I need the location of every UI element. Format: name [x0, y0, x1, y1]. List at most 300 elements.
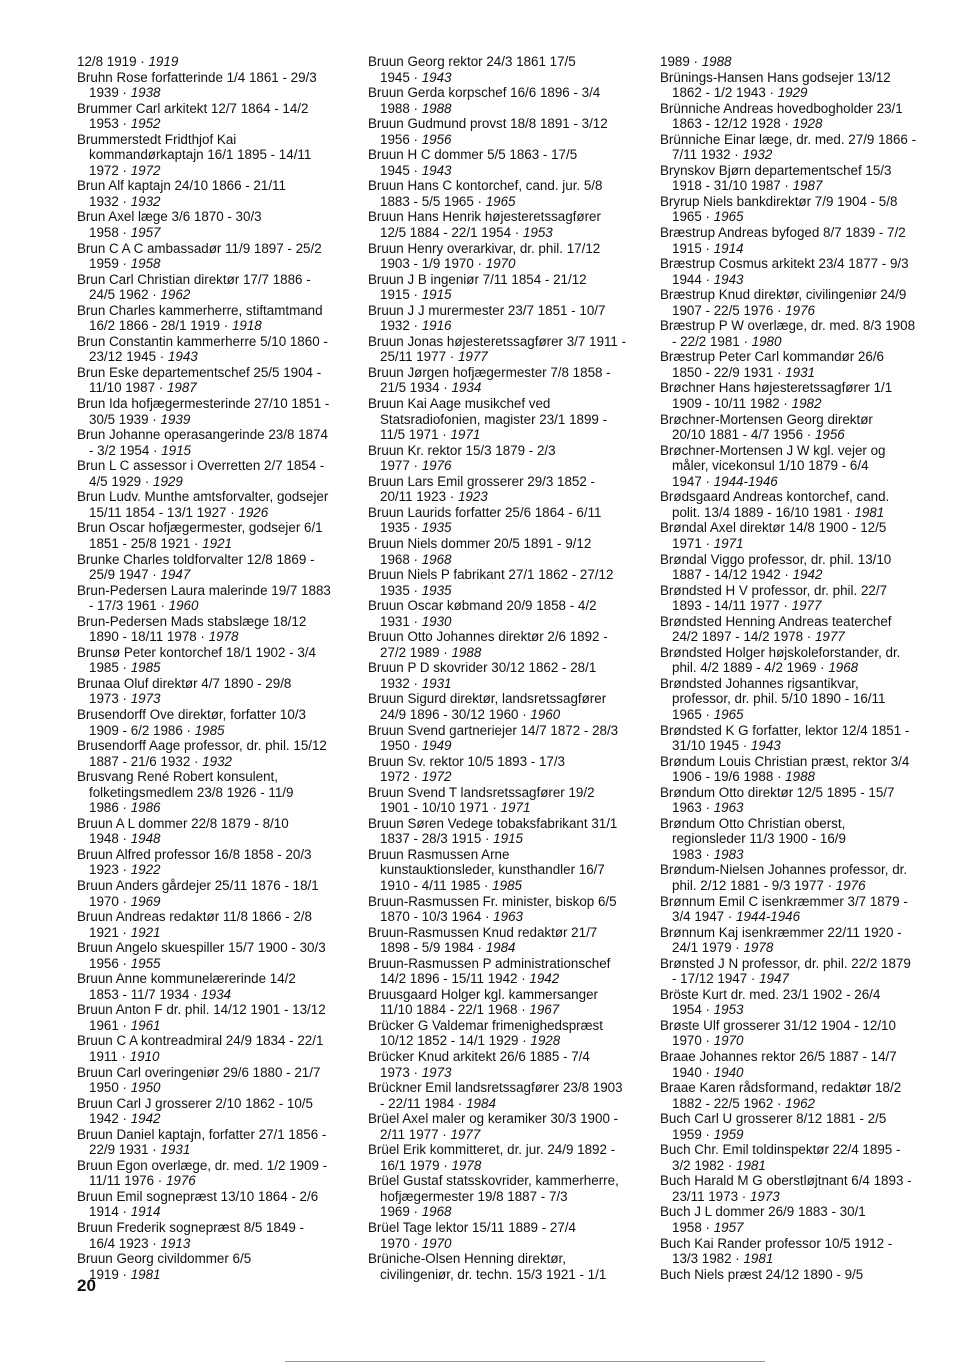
entry-line: Bruun Carl J grosserer 2/10 1862 - 10/5 — [77, 1095, 313, 1111]
entry-line: Brønnum Kaj isenkræmmer 22/11 1920 - — [660, 924, 902, 940]
entry-line: Bruun Henry overarkivar, dr. phil. 17/12 — [368, 240, 601, 256]
entry-continuation-line: 1883 - 5/5 1965 · 1965 — [380, 193, 516, 209]
entry-continuation-line: 1921 · 1921 — [89, 924, 161, 940]
entry-line: Brun Oscar hofjægermester, godsejer 6/1 — [77, 520, 323, 536]
record-year: 1921 — [130, 924, 161, 940]
entry-continuation-line: 27/2 1989 · 1988 — [380, 644, 482, 660]
register-entry — [368, 147, 638, 178]
entry-continuation-line: kunstauktionsleder, kunsthandler 16/7 — [380, 862, 605, 878]
entry-continuation-line: 1853 - 11/7 1934 · 1934 — [89, 986, 231, 1002]
page-number: 20 — [77, 1276, 96, 1295]
register-entry — [77, 1127, 345, 1158]
entry-line: Brüel Gustaf statsskovrider, kammerherre, — [368, 1173, 619, 1189]
register-entry — [660, 1267, 932, 1283]
register-entry — [368, 598, 638, 629]
register-entry — [77, 1220, 345, 1251]
entry-continuation-line: 24/1 1979 · 1978 — [672, 940, 774, 956]
record-year: 1928 — [792, 116, 823, 132]
entry-line: Brøchner-Mortensen J W kgl. vejer og — [660, 442, 886, 458]
record-year: 1923 — [457, 489, 488, 505]
record-year: 1982 — [791, 396, 822, 412]
entry-continuation-line: 1935 · 1935 — [380, 582, 452, 598]
register-entry — [77, 1189, 345, 1220]
entry-line: Bruun Gerda korpschef 16/6 1896 - 3/4 — [368, 85, 601, 101]
record-year: 1940 — [713, 1064, 744, 1080]
entry-continuation-line: phil. 4/2 1889 - 4/2 1969 · 1968 — [672, 660, 859, 676]
entry-continuation-line: 1940 · 1940 — [672, 1064, 744, 1080]
register-entry — [660, 676, 932, 723]
record-year: 1965 — [713, 706, 744, 722]
register-column-1 — [77, 54, 345, 1282]
entry-continuation-line: 1901 - 10/10 1971 · 1971 — [380, 800, 531, 816]
entry-line: Brun Carl Christian direktør 17/7 1886 - — [77, 271, 311, 287]
entry-continuation-line: 1945 · 1943 — [380, 162, 452, 178]
entry-line: Brunaa Oluf direktør 4/7 1890 - 29/8 — [77, 675, 292, 691]
entry-line: Bruun Alfred professor 16/8 1858 - 20/3 — [77, 846, 312, 862]
entry-line: Brøste Ulf grosserer 31/12 1904 - 12/10 — [660, 1017, 896, 1033]
entry-line: Bruun Georg rektor 24/3 1861 17/5 — [368, 54, 576, 69]
entry-continuation-line: 1870 - 10/3 1964 · 1963 — [380, 909, 523, 925]
entry-continuation-line: 1850 - 22/9 1931 · 1931 — [672, 364, 815, 380]
register-entry — [77, 769, 345, 816]
register-entry — [660, 443, 932, 490]
register-entry — [660, 614, 932, 645]
record-year: 1968 — [421, 1204, 452, 1220]
register-entry — [368, 1049, 638, 1080]
entry-line: 1989 · 1988 — [660, 54, 732, 69]
entry-continuation-line: 3/2 1982 · 1981 — [672, 1157, 766, 1173]
entry-line: Bruun Anne kommunelærerinde 14/2 — [77, 971, 296, 987]
entry-continuation-line: 1907 - 22/5 1976 · 1976 — [672, 302, 815, 318]
entry-continuation-line: 1914 · 1914 — [89, 1204, 161, 1220]
entry-line: Bruun A L dommer 22/8 1879 - 8/10 — [77, 815, 289, 831]
register-entry — [368, 1173, 638, 1220]
entry-continuation-line: 1911 · 1910 — [89, 1049, 160, 1064]
entry-line: Bruun Svend gartneriejer 14/7 1872 - 28/3 — [368, 722, 619, 738]
record-year: 1984 — [485, 940, 516, 956]
entry-continuation-line: 1915 · 1915 — [380, 287, 452, 303]
entry-line: Bruun Jørgen hofjægermester 7/8 1858 - — [368, 364, 611, 380]
entry-continuation-line: 1893 - 14/11 1977 · 1977 — [672, 598, 822, 614]
record-year: 1978 — [208, 629, 239, 645]
record-year: 1915 — [421, 287, 452, 303]
register-entry — [77, 816, 345, 847]
entry-line: Brun Ida hofjægermesterinde 27/10 1851 - — [77, 396, 330, 412]
entry-line: Brøndsted Johannes rigsantikvar, — [660, 675, 859, 691]
register-entry — [660, 1204, 932, 1235]
entry-line: Brønnum Emil C isenkræmmer 3/7 1879 - — [660, 893, 908, 909]
entry-continuation-line: 1973 · 1973 — [89, 691, 161, 707]
entry-line: Brüel Axel maler og keramiker 30/3 1900 - — [368, 1111, 619, 1127]
entry-line: Brøndal Axel direktør 14/8 1900 - 12/5 — [660, 520, 887, 536]
entry-continuation-line: 1944 · 1943 — [672, 271, 744, 287]
register-entry — [660, 520, 932, 551]
record-year: 1961 — [130, 1017, 161, 1033]
record-year: 1970 — [713, 1033, 744, 1049]
register-entry — [368, 629, 638, 660]
register-entry — [660, 785, 932, 816]
register-entry — [368, 505, 638, 536]
record-year: 1947 — [160, 567, 191, 583]
register-entry — [77, 427, 345, 458]
entry-continuation-line: 1961 · 1961 — [89, 1017, 161, 1033]
record-year: 1932 — [202, 753, 232, 769]
entry-continuation-line: 1890 - 18/11 1978 · 1978 — [89, 629, 239, 645]
entry-continuation-line: 14/2 1896 - 15/11 1942 · 1942 — [380, 971, 560, 987]
register-entry — [660, 956, 932, 987]
register-entry — [368, 272, 638, 303]
register-entry — [368, 334, 638, 365]
entry-line: Brun Johanne operasangerinde 23/8 1874 — [77, 427, 328, 443]
register-entry — [77, 396, 345, 427]
register-entry — [368, 303, 638, 334]
register-entry — [77, 971, 345, 1002]
register-entry — [77, 909, 345, 940]
entry-line: Brunke Charles toldforvalter 12/8 1869 - — [77, 551, 315, 567]
register-entry — [368, 723, 638, 754]
entry-continuation-line: 11/11 1976 · 1976 — [89, 1173, 196, 1189]
record-year: 1970 — [421, 1235, 452, 1251]
record-year: 1978 — [451, 1157, 482, 1173]
entry-continuation-line: 1963 · 1963 — [672, 800, 744, 816]
entry-line: Bræstrup Andreas byfoged 8/7 1839 - 7/2 — [660, 225, 906, 241]
register-entry — [660, 862, 932, 893]
entry-line: Braae Johannes rektor 26/5 1887 - 14/7 — [660, 1049, 897, 1064]
entry-line: Brückner Emil landsretssagfører 23/8 1903 — [368, 1080, 623, 1096]
entry-continuation-line: 1965 · 1965 — [672, 209, 744, 225]
register-entry — [368, 209, 638, 240]
record-year: 1983 — [713, 846, 744, 862]
entry-line: Bruun Andreas redaktør 11/8 1866 - 2/8 — [77, 909, 312, 925]
entry-continuation-line: - 22/2 1981 · 1980 — [672, 333, 782, 349]
entry-line: Brüel Tage lektor 15/11 1889 - 27/4 — [368, 1220, 576, 1236]
entry-continuation-line: 2/11 1977 · 1977 — [380, 1126, 481, 1142]
register-entry — [368, 754, 638, 785]
register-entry — [77, 552, 345, 583]
entry-continuation-line: - 17/12 1947 · 1947 — [672, 971, 789, 987]
entry-continuation-line: 25/9 1947 · 1947 — [89, 567, 191, 583]
entry-line: Bruun J J murermester 23/7 1851 - 10/7 — [368, 302, 606, 318]
register-entry — [368, 925, 638, 956]
entry-line: Buch Niels præst 24/12 1890 - 9/5 — [660, 1266, 864, 1282]
record-year: 1957 — [713, 1220, 744, 1236]
register-entry — [660, 754, 932, 785]
entry-continuation-line: 12/5 1884 - 22/1 1954 · 1953 — [380, 225, 553, 241]
register-entry — [77, 583, 345, 614]
record-year: 1948 — [130, 831, 161, 847]
entry-continuation-line: 1958 · 1957 — [672, 1220, 744, 1236]
entry-continuation-line: - 3/2 1954 · 1915 — [89, 442, 192, 458]
entry-line: Bruun-Rasmussen Knud redaktør 21/7 — [368, 924, 598, 940]
record-year: 1987 — [166, 380, 197, 396]
entry-continuation-line: 1919 · 1981 — [89, 1266, 161, 1282]
entry-continuation-line: polit. 13/4 1889 - 16/10 1981 · 1981 — [672, 504, 885, 520]
entry-continuation-line: 1953 · 1952 — [89, 116, 161, 132]
entry-line: Bruun Svend T landsretssagfører 19/2 — [368, 784, 595, 800]
register-entry — [77, 334, 345, 365]
entry-continuation-line: 1909 - 10/11 1982 · 1982 — [672, 396, 822, 412]
entry-continuation-line: 1932 · 1931 — [380, 675, 452, 691]
entry-continuation-line: 10/12 1852 - 14/1 1929 · 1928 — [380, 1033, 561, 1049]
record-year: 1985 — [194, 722, 225, 738]
entry-continuation-line: 1945 · 1943 — [380, 69, 452, 85]
register-entry — [368, 241, 638, 272]
record-year: 1942 — [792, 567, 823, 583]
entry-line: Brøchner-Mortensen Georg direktør — [660, 411, 873, 427]
record-year: 1967 — [529, 1002, 560, 1018]
register-entry — [368, 785, 638, 816]
entry-continuation-line: 1863 - 12/12 1928 · 1928 — [672, 116, 823, 132]
entry-line: Bræstrup Peter Carl kommandør 26/6 — [660, 349, 884, 365]
record-year: 1981 — [743, 1251, 774, 1267]
register-entry — [77, 1251, 345, 1282]
register-entry — [368, 85, 638, 116]
register-entry — [660, 70, 932, 101]
register-entry — [77, 70, 345, 101]
entry-continuation-line: 1935 · 1935 — [380, 520, 452, 536]
record-year: 1915 — [493, 831, 523, 847]
entry-continuation-line: måler, vicekonsul 1/10 1879 - 6/4 — [672, 458, 869, 474]
entry-line: Brøndsted Holger højskoleforstander, dr. — [660, 644, 901, 660]
record-year: 1932 — [742, 147, 773, 163]
entry-continuation-line: 1939 · 1938 — [89, 85, 161, 101]
record-year: 1973 — [421, 1064, 452, 1080]
record-year: 1972 — [421, 769, 452, 785]
entry-continuation-line: 1837 - 28/3 1915 · 1915 — [380, 831, 523, 847]
entry-line: Buch Kai Rander professor 10/5 1912 - — [660, 1235, 893, 1251]
entry-continuation-line: 21/5 1934 · 1934 — [380, 380, 482, 396]
entry-line: 12/8 1919 · 1919 — [77, 54, 179, 69]
record-year: 1980 — [751, 333, 782, 349]
record-year: 1953 — [522, 225, 553, 241]
register-entry — [660, 723, 932, 754]
register-entry — [368, 1251, 638, 1282]
entry-line: Brøndal Viggo professor, dr. phil. 13/10 — [660, 551, 892, 567]
entry-line: Bruun Niels dommer 20/5 1891 - 9/12 — [368, 535, 592, 551]
entry-continuation-line: 4/5 1929 · 1929 — [89, 473, 183, 489]
record-year: 1977 — [450, 1126, 481, 1142]
register-entry — [368, 847, 638, 894]
entry-line: Bruun J B ingeniør 7/11 1854 - 21/12 — [368, 271, 587, 287]
register-entry — [77, 365, 345, 396]
record-year: 1957 — [130, 225, 161, 241]
entry-line: Brücker Knud arkitekt 26/6 1885 - 7/4 — [368, 1049, 590, 1064]
record-year: 1987 — [792, 178, 823, 194]
record-year: 1956 — [814, 427, 845, 443]
entry-continuation-line: 1903 - 1/9 1970 · 1970 — [380, 256, 516, 272]
entry-continuation-line: 1918 - 31/10 1987 · 1987 — [672, 178, 823, 194]
register-entry — [77, 1002, 345, 1033]
record-year: 1934 — [451, 380, 482, 396]
entry-continuation-line: professor, dr. phil. 5/10 1890 - 16/11 — [672, 691, 886, 707]
record-year: 1935 — [421, 520, 452, 536]
record-year: 1932 — [130, 193, 161, 209]
entry-line: Brun Constantin kammerherre 5/10 1860 - — [77, 333, 328, 349]
record-year: 1916 — [421, 318, 452, 334]
record-year: 1971 — [450, 427, 481, 443]
register-entry — [368, 691, 638, 722]
entry-line: Bruun Gudmund provst 18/8 1891 - 3/12 — [368, 116, 608, 132]
register-entry — [368, 1220, 638, 1251]
entry-continuation-line: 1910 - 4/11 1985 · 1985 — [380, 877, 522, 893]
record-year: 1943 — [750, 738, 781, 754]
register-entry — [77, 520, 345, 551]
entry-line: Bruhn Rose forfatterinde 1/4 1861 - 29/3 — [77, 69, 317, 85]
record-year: 1965 — [485, 193, 516, 209]
record-year: 1965 — [713, 209, 744, 225]
entry-line: Buch Carl U grosserer 8/12 1881 - 2/5 — [660, 1111, 887, 1127]
register-entry — [77, 847, 345, 878]
entry-continuation-line: 16/4 1923 · 1913 — [89, 1235, 191, 1251]
entry-continuation-line: 1942 · 1942 — [89, 1111, 161, 1127]
record-year: 1934 — [201, 986, 231, 1002]
register-entry — [77, 1065, 345, 1096]
register-entry — [368, 536, 638, 567]
register-entry — [77, 676, 345, 707]
entry-continuation-line: 1969 · 1968 — [380, 1204, 452, 1220]
record-year: 1935 — [421, 582, 452, 598]
entry-continuation-line: 1959 · 1959 — [672, 1126, 744, 1142]
entry-line: Bruun Kai Aage musikchef ved — [368, 396, 551, 412]
record-year: 1949 — [421, 738, 452, 754]
entry-continuation-line: 1971 · 1971 — [672, 535, 744, 551]
record-year: 1915 — [161, 442, 192, 458]
register-entry — [660, 163, 932, 194]
entry-continuation-line: Statsradiofonien, magister 23/1 1899 - — [380, 411, 608, 427]
entry-continuation-line: 7/11 1932 · 1932 — [672, 147, 773, 163]
register-column-2 — [368, 54, 638, 1282]
entry-line: Bruun Lars Emil grosserer 29/3 1852 - — [368, 473, 596, 489]
entry-continuation-line: 1970 · 1970 — [380, 1235, 452, 1251]
entry-line: Brücker G Valdemar frimenighedspræst — [368, 1017, 603, 1033]
record-year: 1938 — [130, 85, 161, 101]
entry-continuation-line: 13/3 1982 · 1981 — [672, 1251, 774, 1267]
record-year: 1984 — [466, 1095, 496, 1111]
register-entry — [77, 54, 345, 70]
record-year: 1981 — [130, 1266, 161, 1282]
entry-continuation-line: 1923 · 1922 — [89, 862, 161, 878]
entry-continuation-line: 1958 · 1957 — [89, 225, 161, 241]
entry-line: Brusendorff Ove direktør, forfatter 10/3 — [77, 706, 306, 722]
entry-line: Brøndsted Henning Andreas teaterchef — [660, 613, 892, 629]
register-entry — [660, 1173, 932, 1204]
register-entry — [77, 738, 345, 769]
entry-continuation-line: 1954 · 1953 — [672, 1002, 744, 1018]
entry-line: Brøndum Otto Christian oberst, — [660, 815, 846, 831]
record-year: 1976 — [835, 877, 866, 893]
register-entry — [660, 101, 932, 132]
register-entry — [660, 318, 932, 349]
record-year: 1921 — [202, 535, 232, 551]
entry-continuation-line: 1968 · 1968 — [380, 551, 452, 567]
register-entry — [660, 256, 932, 287]
register-entry — [660, 412, 932, 443]
record-year: 1955 — [130, 955, 161, 971]
entry-line: Buch Chr. Emil toldinspektør 22/4 1895 - — [660, 1142, 901, 1158]
entry-line: Brøchner Hans højesteretssagfører 1/1 — [660, 380, 893, 396]
entry-line: Bruun Sv. rektor 10/5 1893 - 17/3 — [368, 753, 566, 769]
entry-line: Bruun Søren Vedege tobaksfabrikant 31/1 — [368, 815, 618, 831]
record-year: 1939 — [160, 411, 191, 427]
entry-continuation-line: 11/5 1971 · 1971 — [380, 427, 481, 443]
entry-continuation-line: 1882 - 22/5 1962 · 1962 — [672, 1095, 815, 1111]
entry-continuation-line: 1851 - 25/8 1921 · 1921 — [89, 535, 232, 551]
register-entry — [77, 1158, 345, 1189]
record-year: 1976 — [785, 302, 815, 318]
entry-line: Brun Axel læge 3/6 1870 - 30/3 — [77, 209, 262, 225]
entry-line: Bruun Hans C kontorchef, cand. jur. 5/8 — [368, 178, 603, 194]
record-year: 1952 — [130, 116, 161, 132]
entry-line: Brummerstedt Fridthjof Kai — [77, 131, 237, 147]
register-entry — [368, 1018, 638, 1049]
register-entry — [660, 380, 932, 411]
record-year: 1914 — [713, 240, 744, 256]
entry-continuation-line: 1977 · 1976 — [380, 458, 452, 474]
entry-line: Bræstrup P W overlæge, dr. med. 8/3 1908 — [660, 318, 916, 334]
entry-line: Buch J L dommer 26/9 1883 - 30/1 — [660, 1204, 866, 1220]
record-year: 1963 — [713, 800, 744, 816]
register-entry — [368, 116, 638, 147]
entry-continuation-line: 1972 · 1972 — [380, 769, 452, 785]
record-year: 1943 — [167, 349, 198, 365]
entry-line: Brun Eske departementschef 25/5 1904 - — [77, 364, 322, 380]
register-entry — [660, 816, 932, 863]
entry-continuation-line: folketingsmedlem 23/8 1926 - 11/9 — [89, 784, 294, 800]
record-year: 1985 — [130, 660, 161, 676]
entry-line: Buch Harald M G oberstløjtnant 6/4 1893 - — [660, 1173, 912, 1189]
entry-line: Brummer Carl arkitekt 12/7 1864 - 14/2 — [77, 100, 309, 116]
entry-continuation-line: - 22/11 1984 · 1984 — [380, 1095, 496, 1111]
entry-line: Bruun Egon overlæge, dr. med. 1/2 1909 - — [77, 1157, 328, 1173]
register-entry — [660, 1111, 932, 1142]
entry-continuation-line: 1932 · 1916 — [380, 318, 452, 334]
entry-continuation-line: kommandørkaptajn 16/1 1895 - 14/11 — [89, 147, 312, 163]
entry-continuation-line: 1970 · 1969 — [89, 893, 161, 909]
record-year: 1960 — [530, 706, 561, 722]
entry-continuation-line: 20/10 1881 - 4/7 1956 · 1956 — [672, 427, 845, 443]
register-entry — [77, 303, 345, 334]
entry-line: Brusendorff Aage professor, dr. phil. 15/12 — [77, 738, 327, 754]
entry-continuation-line: 1931 · 1930 — [380, 613, 452, 629]
register-entry — [660, 583, 932, 614]
register-entry — [77, 940, 345, 971]
entry-line: Bruun Emil sognepræst 13/10 1864 - 2/6 — [77, 1188, 319, 1204]
entry-continuation-line: civilingeniør, dr. techn. 15/3 1921 - 1/1 — [380, 1266, 607, 1282]
entry-continuation-line: 1906 - 19/6 1988 · 1988 — [672, 769, 815, 785]
entry-line: Bryrup Niels bankdirektør 7/9 1904 - 5/8 — [660, 193, 898, 209]
record-year: 1947 — [759, 971, 789, 987]
record-year: 1968 — [421, 551, 452, 567]
record-year: 1914 — [130, 1204, 161, 1220]
register-entry — [368, 443, 638, 474]
register-entry — [660, 287, 932, 318]
register-entry — [77, 272, 345, 303]
entry-continuation-line: 1970 · 1970 — [672, 1033, 744, 1049]
entry-line: Bruun Daniel kaptajn, forfatter 27/1 1856 - — [77, 1126, 327, 1142]
register-entry — [660, 925, 932, 956]
entry-continuation-line: 1972 · 1972 — [89, 162, 161, 178]
entry-continuation-line: 1932 · 1932 — [89, 193, 161, 209]
entry-continuation-line: 11/10 1884 - 22/1 1968 · 1967 — [380, 1002, 560, 1018]
register-entry — [368, 1142, 638, 1173]
entry-continuation-line: 1947 · 1944-1946 — [672, 473, 778, 489]
entry-line: Bruun Oscar købmand 20/9 1858 - 4/2 — [368, 598, 597, 614]
register-entry — [368, 474, 638, 505]
record-year: 1944-1946 — [713, 473, 778, 489]
entry-line: Bruun Otto Johannes direktør 2/6 1892 - — [368, 629, 608, 645]
register-entry — [660, 1080, 932, 1111]
register-entry — [77, 1033, 345, 1064]
